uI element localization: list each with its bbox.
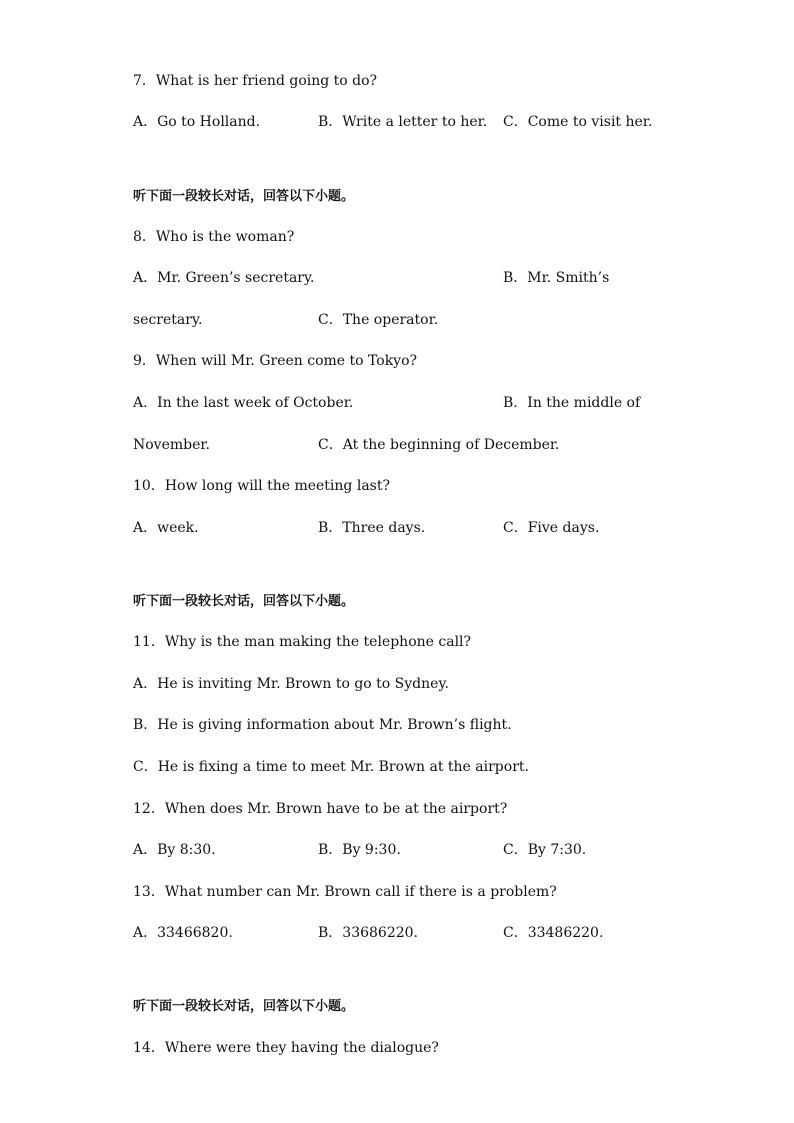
option-a: A．In the last week of October. <box>133 395 354 411</box>
option-b: B．Mr. Smith’s <box>503 270 610 286</box>
option-b: B．In the middle of <box>503 395 641 411</box>
option-a: A．Mr. Green’s secretary. <box>133 270 315 286</box>
option-c: C．He is fixing a time to meet Mr. Brown at the airport. <box>133 759 529 775</box>
question-13: 13．What number can Mr. Brown call if there is a problem? <box>133 884 557 900</box>
question-12: 12．When does Mr. Brown have to be at the airport? <box>133 801 508 817</box>
section-header: 听下面一段较长对话，回答以下小题。 <box>133 999 355 1014</box>
option-c: C．At the beginning of December. <box>318 437 560 453</box>
option-c: C．By 7:30. <box>503 842 587 858</box>
question-9: 9．When will Mr. Green come to Tokyo? <box>133 353 418 369</box>
option-c: C．33486220. <box>503 925 604 941</box>
option-a: A．week. <box>133 520 199 536</box>
option-a: A．Go to Holland. <box>133 114 261 130</box>
option-b: B．He is giving information about Mr. Brown’s flight. <box>133 717 512 733</box>
question-14: 14．Where were they having the dialogue? <box>133 1040 439 1056</box>
option-a: A．He is inviting Mr. Brown to go to Sydney. <box>133 676 449 692</box>
option-b: B．33686220. <box>318 925 418 941</box>
question-10: 10．How long will the meeting last? <box>133 478 390 494</box>
question-11: 11．Why is the man making the telephone call? <box>133 634 472 650</box>
option-b: B．Write a letter to her. <box>318 114 488 130</box>
question-8: 8．Who is the woman? <box>133 229 295 245</box>
option-b-continued: secretary. <box>133 312 203 328</box>
option-c: C．Come to visit her. <box>503 114 653 130</box>
option-b: B．Three days. <box>318 520 426 536</box>
option-c: C．The operator. <box>318 312 439 328</box>
option-a: A．33466820. <box>133 925 233 941</box>
option-a: A．By 8:30. <box>133 842 216 858</box>
option-b-continued: November. <box>133 437 210 453</box>
option-c: C．Five days. <box>503 520 600 536</box>
question-7: 7．What is her friend going to do? <box>133 73 378 89</box>
section-header: 听下面一段较长对话，回答以下小题。 <box>133 189 355 204</box>
option-b: B．By 9:30. <box>318 842 401 858</box>
section-header: 听下面一段较长对话，回答以下小题。 <box>133 594 355 609</box>
